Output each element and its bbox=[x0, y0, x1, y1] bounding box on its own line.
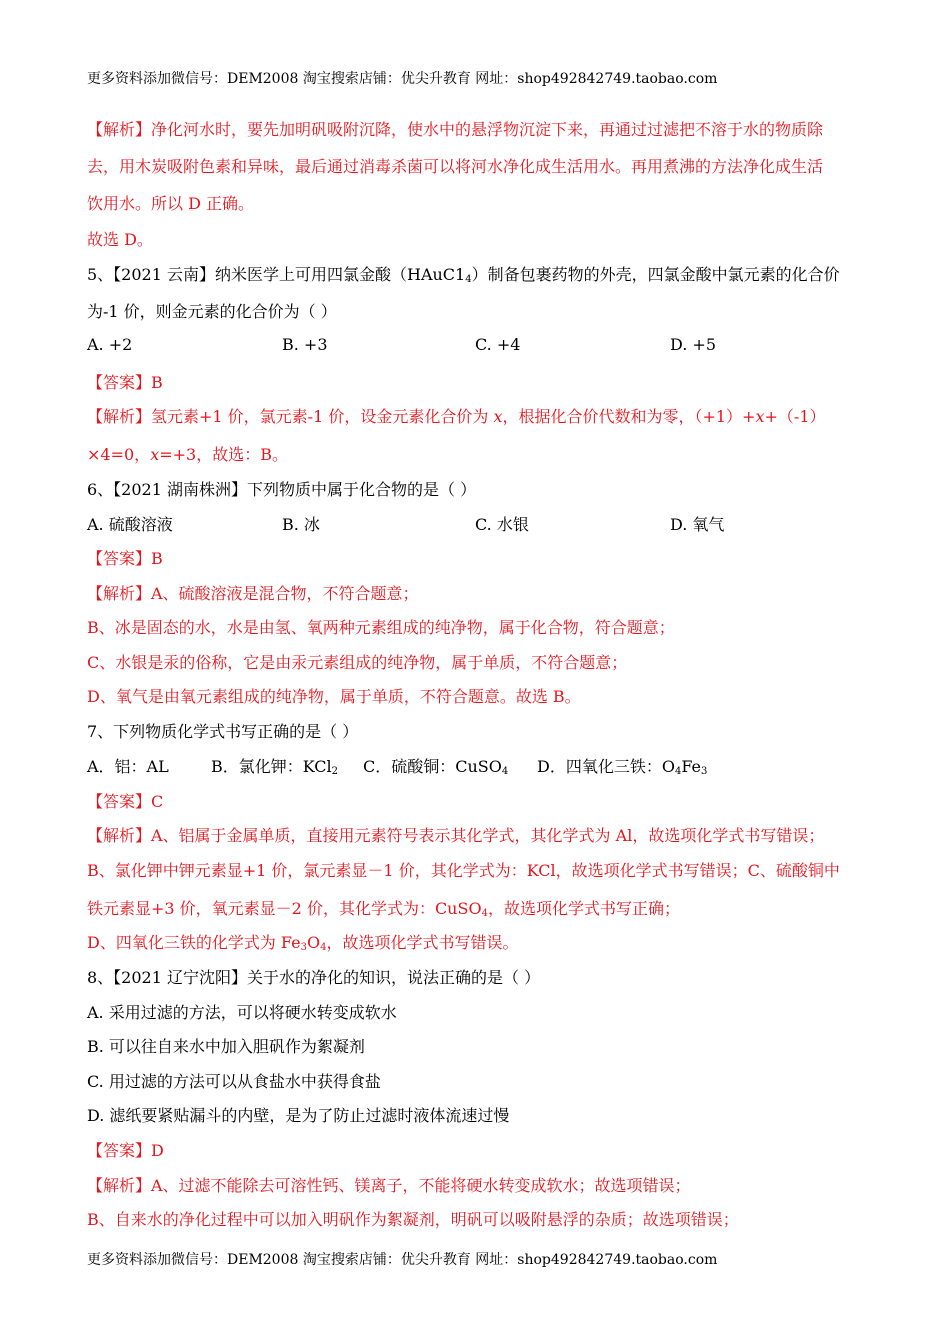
prev-analysis-line-2: 去，用木炭吸附色素和异味，最后通过消毒杀菌可以将河水净化成生活用水。再用煮沸的方法净化成生活 bbox=[87, 157, 824, 176]
q6-stem: 6、【2021 湖南株洲】下列物质中属于化合物的是（ ） bbox=[87, 480, 477, 499]
q6-option-d: D. 氧气 bbox=[670, 515, 725, 534]
q6-analysis-line-3: C、水银是汞的俗称，它是由汞元素组成的纯净物，属于单质，不符合题意； bbox=[87, 653, 628, 672]
q8-stem: 8、【2021 辽宁沈阳】关于水的净化的知识，说法正确的是（ ） bbox=[87, 968, 541, 987]
q6-option-b: B. 冰 bbox=[282, 515, 320, 534]
q5-option-c: C. +4 bbox=[475, 335, 521, 354]
q7-stem: 7、下列物质化学式书写正确的是（ ） bbox=[87, 722, 359, 741]
q5-analysis-line-2: ×4=0，x=+3，故选：B。 bbox=[87, 445, 288, 464]
prev-analysis-line-3: 饮用水。所以 D 正确。 bbox=[87, 194, 255, 213]
prev-analysis-line-1: 【解析】净化河水时，要先加明矾吸附沉降，使水中的悬浮物沉淀下来，再通过过滤把不溶于水的物质除 bbox=[87, 120, 824, 139]
q8-analysis-line-2: B、自来水的净化过程中可以加入明矾作为絮凝剂，明矾可以吸附悬浮的杂质；故选项错误； bbox=[87, 1210, 739, 1229]
q8-option-a: A. 采用过滤的方法，可以将硬水转变成软水 bbox=[87, 1003, 397, 1022]
q6-option-c: C. 水银 bbox=[475, 515, 529, 534]
q7-option-c: C．硫酸铜：CuSO$_4$ bbox=[363, 757, 509, 777]
q7-analysis-line-4: D、四氧化三铁的化学式为 $Fe_3O_4$，故选项化学式书写错误。 bbox=[87, 933, 519, 953]
q5-answer: 【答案】B bbox=[87, 373, 163, 392]
q7-option-b: B．氯化钾：KCl$_2$ bbox=[211, 757, 339, 777]
q6-analysis-line-4: D、氧气是由氧元素组成的纯净物，属于单质，不符合题意。故选 B。 bbox=[87, 687, 581, 706]
q5-option-d: D. +5 bbox=[670, 335, 717, 354]
q7-options bbox=[87, 754, 887, 776]
q8-analysis-line-1: 【解析】A、过滤不能除去可溶性钙、镁离子，不能将硬水转变成软水；故选项错误； bbox=[87, 1176, 691, 1195]
q6-analysis-line-2: B、冰是固态的水，水是由氢、氧两种元素组成的纯净物，属于化合物，符合题意； bbox=[87, 618, 675, 637]
q7-analysis-line-2: B、氯化钾中钾元素显+1 价，氯元素显－1 价，其化学式为：KCl，故选项化学式书写错误；C、硫酸铜中 bbox=[87, 861, 840, 880]
page-footer: 更多资料添加微信号：DEM2008 淘宝搜索店铺：优尖升教育 网址：shop492842749.taobao.com bbox=[87, 1252, 718, 1268]
q7-analysis-line-3: 铁元素显+3 价，氧元素显－2 价，其化学式为：CuSO$_4$，故选项化学式书写正确； bbox=[87, 899, 680, 919]
q8-option-c: C. 用过滤的方法可以从食盐水中获得食盐 bbox=[87, 1072, 381, 1091]
q7-answer: 【答案】C bbox=[87, 792, 164, 811]
q8-option-b: B. 可以往自来水中加入胆矾作为絮凝剂 bbox=[87, 1037, 365, 1056]
q5-options bbox=[87, 335, 887, 357]
q6-options bbox=[87, 512, 887, 534]
q6-option-a: A. 硫酸溶液 bbox=[87, 515, 173, 534]
q5-stem-line-1: 5、【2021 云南】纳米医学上可用四氯金酸$(HAuC1_4)$制备包裹药物的外壳，四氯金酸中氯元素的化合价 bbox=[87, 265, 840, 285]
q7-analysis-line-1: 【解析】A、铝属于金属单质，直接用元素符号表示其化学式，其化学式为 Al，故选项化学式书写错误； bbox=[87, 826, 825, 845]
q5-analysis-line-1: 【解析】氢元素+1 价，氯元素-1 价，设金元素化合价为 x，根据化合价代数和为零，（+1）+x+（-1） bbox=[87, 407, 826, 426]
q6-analysis-line-1: 【解析】A、硫酸溶液是混合物，不符合题意； bbox=[87, 584, 419, 603]
q8-answer: 【答案】D bbox=[87, 1141, 164, 1160]
prev-conclusion: 故选 D。 bbox=[87, 230, 153, 249]
q5-option-a: A. +2 bbox=[87, 335, 133, 354]
q5-stem-line-2: 为-1 价，则金元素的化合价为（ ） bbox=[87, 302, 337, 321]
q5-option-b: B. +3 bbox=[282, 335, 328, 354]
q7-option-d: D．四氧化三铁：$O_4Fe_3$ bbox=[537, 757, 708, 777]
q7-option-a: A．铝：AL bbox=[87, 757, 169, 776]
q6-answer: 【答案】B bbox=[87, 549, 163, 568]
q8-option-d: D. 滤纸要紧贴漏斗的内壁，是为了防止过滤时液体流速过慢 bbox=[87, 1106, 510, 1125]
page-header: 更多资料添加微信号：DEM2008 淘宝搜索店铺：优尖升教育 网址：shop492842749.taobao.com bbox=[87, 71, 718, 87]
